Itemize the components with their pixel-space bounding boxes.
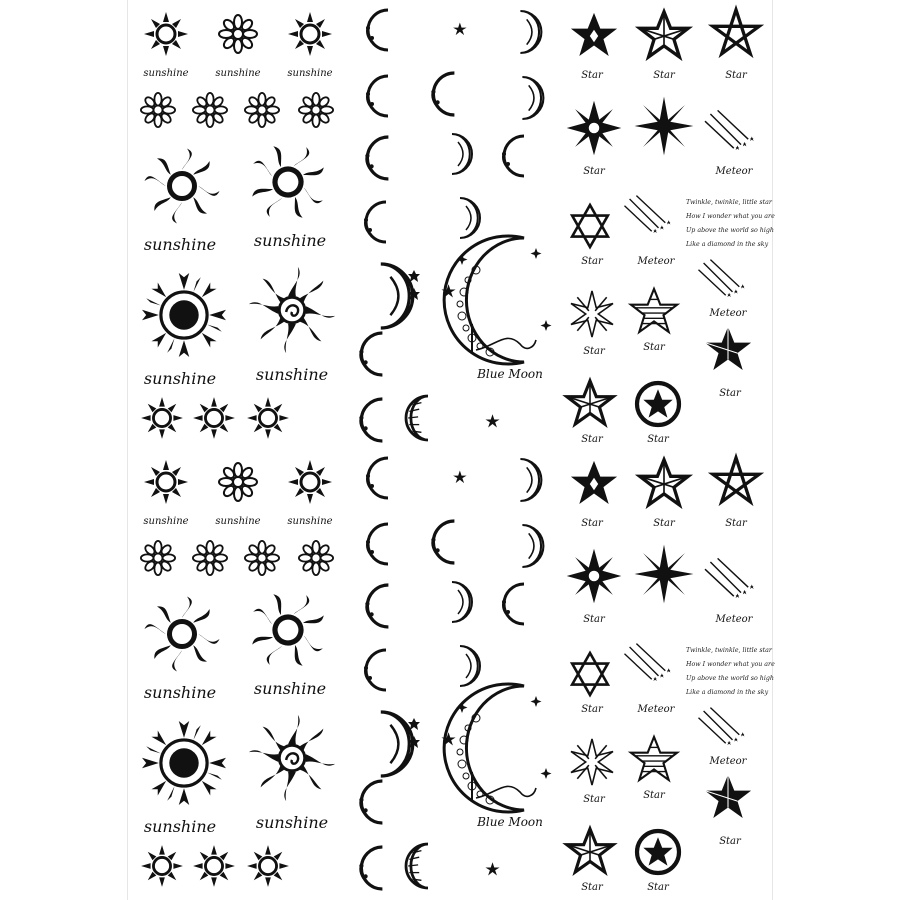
star-caption: Star: [647, 434, 669, 445]
star-icon: [705, 327, 751, 370]
sunshine-caption: sunshine: [143, 683, 217, 702]
sunshine-caption: sunshine: [255, 365, 329, 384]
flower-sun-icon: [193, 93, 227, 127]
sun-icon: [247, 845, 289, 887]
crescent-moon-icon: [452, 582, 472, 622]
shooting-star-icon: [699, 708, 745, 745]
flower-sun-icon: [193, 541, 227, 575]
poem-line: Up above the world so high: [686, 227, 774, 234]
sun-icon: [193, 845, 235, 887]
sun-icon: [144, 12, 188, 56]
crescent-moon-icon: [366, 10, 388, 50]
sheet-panel-bottom: [141, 457, 775, 893]
crescent-moon-icon: [421, 337, 442, 379]
shooting-star-icon: [625, 644, 671, 681]
star-burst-icon: [571, 291, 613, 337]
crescent-moon-icon: [520, 459, 541, 501]
star-icon: [640, 12, 688, 57]
sunshine-caption: sunshine: [255, 813, 329, 832]
blue-moon-icon: [444, 684, 551, 812]
star-caption: Star: [719, 836, 741, 847]
star-icon: [571, 13, 617, 56]
eight-point-star-icon: [635, 97, 694, 156]
circle-star-icon: [637, 383, 679, 425]
flower-sun-icon: [141, 541, 175, 575]
sun-icon: [288, 12, 332, 56]
crescent-moon-icon: [366, 458, 388, 498]
shooting-star-icon: [699, 260, 745, 297]
star-caption: Star: [583, 794, 605, 805]
crescent-moon-icon: [406, 396, 428, 440]
meteor-caption: Meteor: [709, 308, 747, 319]
meteor-caption: Meteor: [637, 256, 675, 267]
sunshine-caption: sunshine: [143, 235, 217, 254]
eight-point-star-icon: [635, 545, 694, 604]
meteor-caption: Meteor: [637, 704, 675, 715]
star-icon: [571, 461, 617, 504]
sunshine-caption: sunshine: [253, 679, 327, 698]
sunshine-caption: sunshine: [143, 516, 189, 527]
sunshine-caption: sunshine: [253, 231, 327, 250]
striped-star-icon: [631, 289, 677, 332]
flower-sun-icon: [299, 541, 333, 575]
star-and-crescent-icon: [465, 400, 500, 440]
sunshine-caption: sunshine: [143, 817, 217, 836]
sun-icon: [247, 397, 289, 439]
star-caption: Star: [581, 70, 603, 81]
sunshine-caption: sunshine: [215, 516, 261, 527]
star-icon: [567, 829, 613, 872]
star-caption: Star: [581, 518, 603, 529]
crescent-moon-icon: [502, 584, 524, 624]
sunshine-caption: sunshine: [143, 369, 217, 388]
blue-moon-caption: Blue Moon: [477, 367, 543, 381]
crescent-moon-icon: [359, 781, 382, 823]
star-caption: Star: [719, 388, 741, 399]
star-caption: Star: [725, 70, 747, 81]
star-caption: Star: [581, 704, 603, 715]
sunshine-caption: sunshine: [287, 68, 333, 79]
crescent-moon-icon: [381, 712, 413, 776]
crescent-moon-icon: [421, 785, 442, 827]
star-caption: Star: [581, 256, 603, 267]
pentagram-icon: [713, 458, 759, 502]
poem-line: Like a diamond in the sky: [686, 241, 769, 248]
circle-star-icon: [637, 831, 679, 873]
flower-sun-icon: [299, 93, 333, 127]
crescent-moon-icon: [452, 134, 472, 174]
star-and-crescent-icon: [433, 9, 466, 47]
sun-icon: [288, 460, 332, 504]
sheet-panel-top: [141, 9, 775, 445]
swirl-sun-icon: [249, 267, 335, 353]
star-caption: Star: [643, 342, 665, 353]
blue-moon-icon: [444, 236, 551, 364]
crescent-moon-icon: [502, 136, 524, 176]
striped-star-icon: [631, 737, 677, 780]
poem-line: How I wonder what you are: [686, 213, 775, 220]
star-icon: [705, 775, 751, 818]
sun-icon: [144, 460, 188, 504]
flower-sun-icon: [219, 463, 257, 501]
flower-sun-icon: [245, 541, 279, 575]
crescent-moon-icon: [460, 646, 480, 686]
sunshine-caption: sunshine: [143, 68, 189, 79]
crescent-moon-icon: [381, 264, 413, 328]
star-and-crescent-icon: [465, 848, 500, 888]
sunshine-caption: sunshine: [215, 68, 261, 79]
pentagram-icon: [713, 10, 759, 54]
crescent-moon-icon: [359, 399, 382, 441]
crescent-moon-icon: [366, 76, 388, 116]
flower-sun-icon: [245, 93, 279, 127]
crescent-moon-icon: [431, 521, 454, 563]
tribal-sun-icon: [238, 580, 338, 680]
star-burst-icon: [571, 739, 613, 785]
swirl-sun-icon: [249, 715, 335, 801]
meteor-caption: Meteor: [709, 756, 747, 767]
crescent-moon-icon: [431, 73, 454, 115]
crescent-moon-icon: [366, 524, 388, 564]
poem-line: Like a diamond in the sky: [686, 689, 769, 696]
sun-icon: [141, 397, 183, 439]
star-and-crescent-icon: [433, 457, 466, 495]
meteor-caption: Meteor: [715, 614, 753, 625]
mandala-sun-icon: [142, 721, 226, 805]
star-of-david-icon: [572, 205, 608, 247]
sun-icon: [193, 397, 235, 439]
poem-line: Twinkle, twinkle, little star: [686, 199, 772, 206]
sun-icon: [141, 845, 183, 887]
tribal-sun-icon: [238, 132, 338, 232]
poem-line: Up above the world so high: [686, 675, 774, 682]
crescent-moon-icon: [406, 844, 428, 888]
crescent-moon-icon: [520, 11, 541, 53]
mandala-sun-icon: [142, 273, 226, 357]
crescent-moon-icon: [364, 202, 386, 242]
star-caption: Star: [583, 614, 605, 625]
star-caption: Star: [581, 882, 603, 893]
poem-line: Twinkle, twinkle, little star: [686, 647, 772, 654]
crescent-moon-icon: [365, 585, 388, 627]
flower-sun-icon: [219, 15, 257, 53]
crescent-moon-icon: [522, 525, 543, 567]
star-caption: Star: [725, 518, 747, 529]
star-icon: [640, 460, 688, 505]
star-caption: Star: [643, 790, 665, 801]
star-icon: [567, 381, 613, 424]
star-caption: Star: [583, 346, 605, 357]
star-caption: Star: [653, 70, 675, 81]
star-caption: Star: [647, 882, 669, 893]
sunshine-caption: sunshine: [287, 516, 333, 527]
shooting-star-icon: [705, 110, 754, 150]
star-caption: Star: [581, 434, 603, 445]
meteor-caption: Meteor: [715, 166, 753, 177]
tribal-sun-icon: [145, 597, 220, 672]
crescent-moon-icon: [359, 333, 382, 375]
crescent-moon-icon: [364, 650, 386, 690]
blue-moon-caption: Blue Moon: [477, 815, 543, 829]
star-caption: Star: [583, 166, 605, 177]
eight-point-star-icon: [567, 549, 622, 604]
eight-point-star-icon: [567, 101, 622, 156]
star-caption: Star: [653, 518, 675, 529]
poem-line: How I wonder what you are: [686, 661, 775, 668]
shooting-star-icon: [625, 196, 671, 233]
shooting-star-icon: [705, 558, 754, 598]
crescent-moon-icon: [460, 198, 480, 238]
flower-sun-icon: [141, 93, 175, 127]
tribal-sun-icon: [145, 149, 220, 224]
crescent-moon-icon: [365, 137, 388, 179]
crescent-moon-icon: [359, 847, 382, 889]
crescent-moon-icon: [522, 77, 543, 119]
star-of-david-icon: [572, 653, 608, 695]
